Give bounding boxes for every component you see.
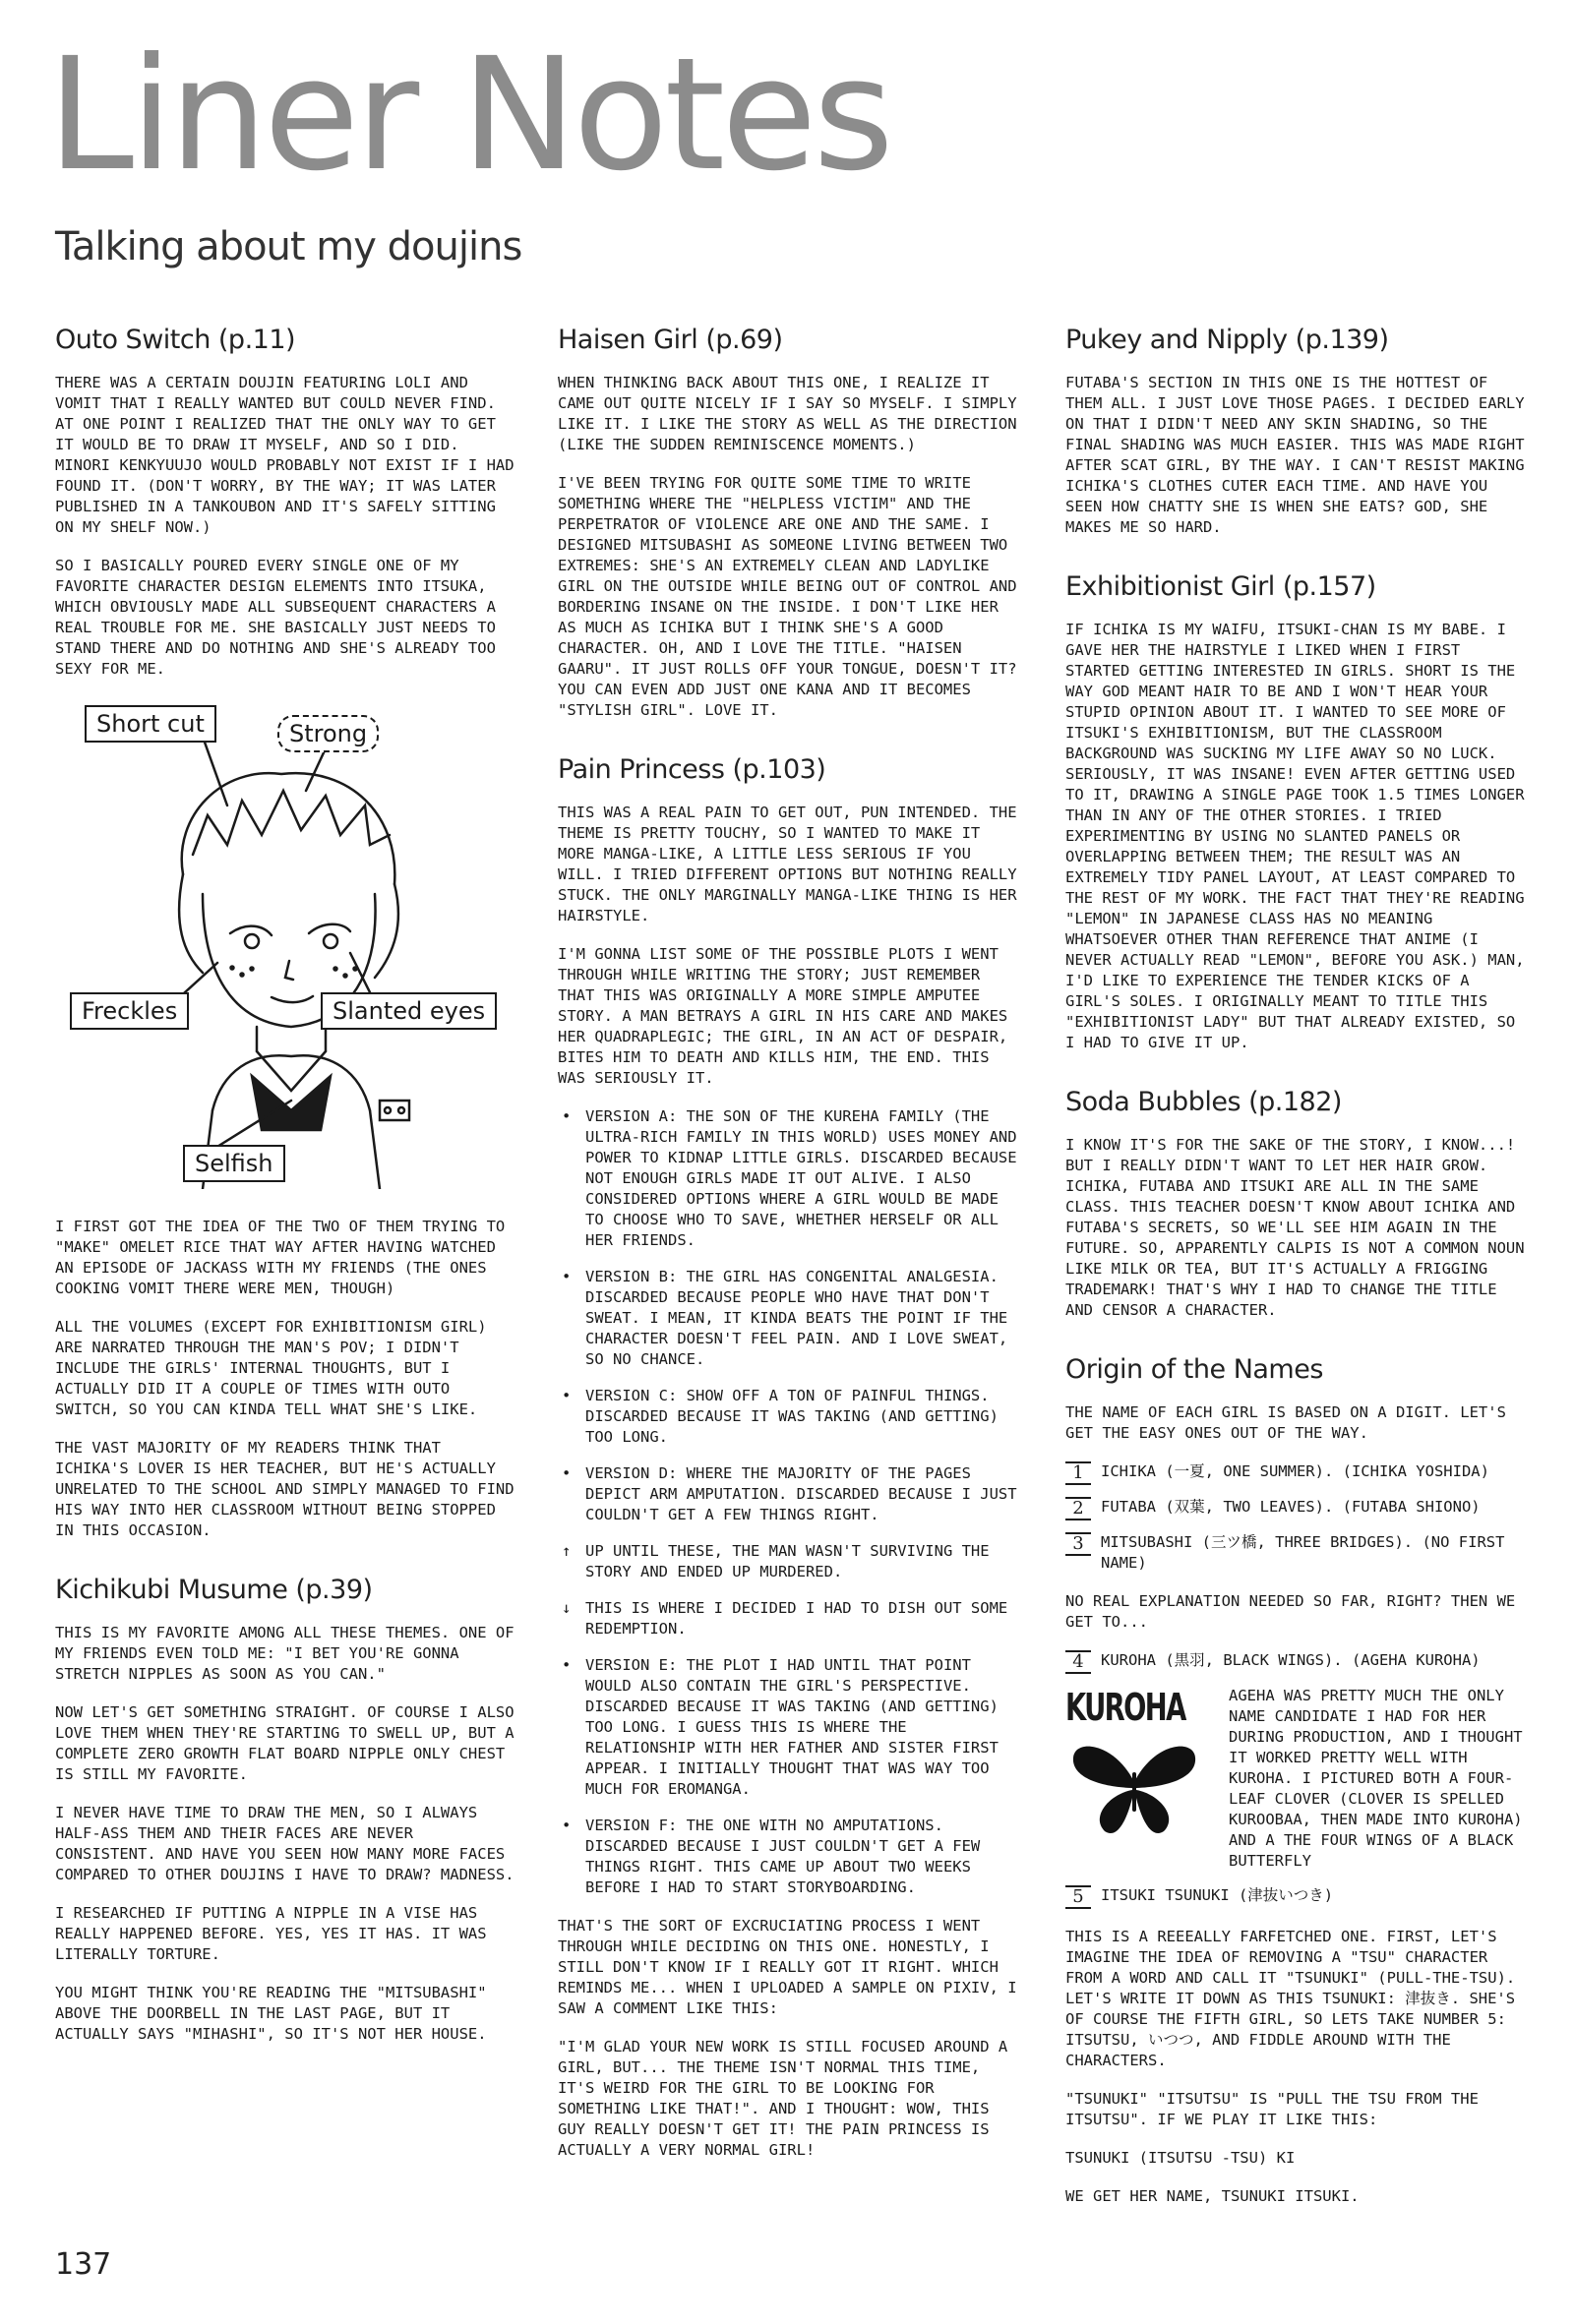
name-origin-text: MITSUBASHI (三ツ橋, THREE BRIDGES). (NO FIRST NAME)	[1101, 1533, 1505, 1572]
digit-badge: 3	[1065, 1532, 1091, 1556]
arrow-up-icon: ↑	[562, 1542, 572, 1560]
section-kichikubi-musume	[55, 1575, 517, 2045]
paragraph: "I'M GLAD YOUR NEW WORK IS STILL FOCUSED AROUND A GIRL, BUT... THE THEME ISN'T NORMAL THIS TIME, IT'S WEIRD FOR THE GIRL TO BE LOOKING FOR SOMETHING LIKE THAT!". AND I THOUGHT: WOW, THIS GUY REALLY DOESN'T GET IT! THE PAIN PRINCESS IS ACTUALLY A VERY NORMAL GIRL!	[558, 2038, 1008, 2159]
paragraph: IF ICHIKA IS MY WAIFU, ITSUKI-CHAN IS MY BABE. I GAVE HER THE HAIRSTYLE I LIKED WHEN I FIRST STARTED GETTING INTERESTED IN GIRLS. SHORT IS THE WAY GOD MEANT HAIR TO BE AND I WON'T HEAR YOUR STUPID OPINION ABOUT IT. I WANTED TO SEE MORE OF ITSUKI'S EXHIBITIONISM, BUT THE CLASSROOM BACKGROUND WAS SUCKING MY LIFE AWAY SO NO LUCK. SERIOUSLY, IT WAS INSANE! EVEN AFTER GETTING USED TO IT, DRAWING A SINGLE PAGE TOOK 1.5 TIMES LONGER THAN IN ANY OF THE OTHER STORIES. I TRIED EXPERIMENTING BY USING NO SLANTED PANELS OR OVERLAPPING BETWEEN THEM; THE RESULT WAS AN EXTREMELY TIDY PANEL LAYOUT, AT LEAST COMPARED TO THE REST OF MY WORK. THE FACT THAT THEY'RE READING "LEMON" IN JAPANESE CLASS HAS NO MEANING WHATSOEVER OTHER THAN REFERENCE THAT ANIME (I NEVER ACTUALLY READ "LEMON", BEFORE YOU ASK.) MAN, I'D LIKE TO EXPERIENCE THE TENDER KICKS OF A GIRL'S SOLES. I ORIGINALLY MEANT TO TITLE THIS "EXHIBITIONIST LADY" BUT THAT ALREADY EXISTED, SO I HAD TO GIVE IT UP.	[1065, 621, 1525, 1051]
section-heading: Soda Bubbles (p.182)	[1065, 1087, 1342, 1117]
name-row-1	[1065, 1461, 1528, 1485]
paragraph: I RESEARCHED IF PUTTING A NIPPLE IN A VISE HAS REALLY HAPPENED BEFORE. YES, YES IT HAS. IT WAS LITERALLY TORTURE.	[55, 1904, 487, 1963]
paragraph: THIS WAS A REAL PAIN TO GET OUT, PUN INTENDED. THE THEME IS PRETTY TOUCHY, SO I WANTED TO MAKE IT MORE MANGA-LIKE, A LITTLE LESS SERIOUS IF YOU WILL. I TRIED DIFFERENT OPTIONS BUT NOTHING REALLY STUCK. THE ONLY MARGINALLY MANGA-LIKE THING IS HER HAIRSTYLE.	[558, 804, 1017, 924]
paragraph: WHEN THINKING BACK ABOUT THIS ONE, I REALIZE IT CAME OUT QUITE NICELY IF I SAY SO MYSELF. I SIMPLY LIKE IT. I LIKE THE STORY AS WELL AS THE DIRECTION (LIKE THE SUDDEN REMINISCENCE MOMENTS.)	[558, 374, 1017, 453]
list-item	[558, 1106, 1020, 1251]
section-exhibitionist-girl	[1065, 571, 1528, 1053]
name-origin-text: ICHIKA (一夏, ONE SUMMER). (ICHIKA YOSHIDA)	[1101, 1462, 1489, 1480]
name-origin-text: FUTABA (双葉, TWO LEAVES). (FUTABA SHIONO)	[1101, 1498, 1481, 1516]
sketch-drawing	[55, 697, 517, 1189]
list-item-text: VERSION E: THE PLOT I HAD UNTIL THAT POINT WOULD ALSO CONTAIN THE GIRL'S PERSPECTIVE. DISCARDED BECAUSE IT WAS TAKING (AND GETTING) TOO LONG. I GUESS THIS IS WHERE THE RELATIONSHIP WITH HER FATHER AND SISTER FIRST APPEAR. I INITIALLY THOUGHT THAT WAS WAY TOO MUCH FOR EROMANGA.	[585, 1656, 999, 1798]
paragraph: THE VAST MAJORITY OF MY READERS THINK THAT ICHIKA'S LOVER IS HER TEACHER, BUT HE'S ACTUALLY UNRELATED TO THE SCHOOL AND SIMPLY MANAGED TO FIND HIS WAY INTO HER CLASSROOM WITHOUT BEING STOPPED IN THIS OCCASION.	[55, 1439, 515, 1539]
list-item	[558, 1541, 1020, 1582]
list-item-text: VERSION C: SHOW OFF A TON OF PAINFUL THINGS. DISCARDED BECAUSE IT WAS TAKING (AND GETTING) TOO LONG.	[585, 1387, 999, 1446]
paragraph: THERE WAS A CERTAIN DOUJIN FEATURING LOLI AND VOMIT THAT I REALLY WANTED BUT COULD NEVER FIND. AT ONE POINT I REALIZED THAT THE ONLY WAY TO GET IT WOULD BE TO DRAW IT MYSELF, AND SO I DID. MINORI KENKYUUJO WOULD PROBABLY NOT EXIST IF I HAD FOUND IT. (DON'T WORRY, BY THE WAY; IT WAS LATER PUBLISHED IN A TANKOUBON AND IT'S SAFELY SITTING ON MY SHELF NOW.)	[55, 374, 515, 536]
paragraph: WE GET HER NAME, TSUNUKI ITSUKI.	[1065, 2187, 1360, 2205]
section-heading: Kichikubi Musume (p.39)	[55, 1575, 373, 1605]
section-heading: Pain Princess (p.103)	[558, 754, 826, 785]
section-heading: Haisen Girl (p.69)	[558, 325, 783, 355]
list-item-text: VERSION F: THE ONE WITH NO AMPUTATIONS. DISCARDED BECAUSE I JUST COULDN'T GET A FEW THINGS RIGHT. THIS CAME UP ABOUT TWO WEEKS BEFORE I HAD TO START STORYBOARDING.	[585, 1817, 981, 1896]
name-origin-text: KUROHA (黒羽, BLACK WINGS). (AGEHA KUROHA)	[1101, 1651, 1481, 1669]
callout-selfish: Selfish	[183, 1145, 285, 1182]
list-item	[558, 1655, 1020, 1800]
callout-short-cut: Short cut	[85, 705, 216, 743]
name-row-4	[1065, 1650, 1528, 1674]
version-list	[558, 1106, 1020, 1898]
kuroha-logo: KUROHA	[1065, 1686, 1185, 1729]
paragraph: NO REAL EXPLANATION NEEDED SO FAR, RIGHT? THEN WE GET TO...	[1065, 1592, 1516, 1631]
paragraph: TSUNUKI (ITSUTSU -TSU) KI	[1065, 2149, 1296, 2167]
section-pain-princess	[558, 754, 1020, 2161]
paragraph: I'VE BEEN TRYING FOR QUITE SOME TIME TO WRITE SOMETHING WHERE THE "HELPLESS VICTIM" AND THE PERPETRATOR OF VIOLENCE ARE ONE AND THE SAME. I DESIGNED MITSUBASHI AS SOMEONE LIVING BETWEEN TWO EXTREMES: SHE'S AN EXTREMELY CLEAN AND LADYLIKE GIRL ON THE OUTSIDE WHILE BEING OUT OF CONTROL AND BORDERING INSANE ON THE INSIDE. I DON'T LIKE HER AS MUCH AS ICHIKA BUT I THINK SHE'S A GOOD CHARACTER. OH, AND I LOVE THE TITLE. "HAISEN GAARU". IT JUST ROLLS OFF YOUR TONGUE, DOESN'T IT? YOU CAN EVEN ADD JUST ONE KANA AND IT BECOMES "STYLISH GIRL". LOVE IT.	[558, 474, 1017, 719]
column-middle	[558, 325, 1020, 2194]
list-item	[558, 1598, 1020, 1639]
callout-strong: Strong	[277, 715, 379, 752]
name-origin-text: ITSUKI TSUNUKI (津抜いつき)	[1101, 1886, 1334, 1904]
character-sketch	[55, 697, 517, 1189]
list-item-text: THIS IS WHERE I DECIDED I HAD TO DISH OUT SOME REDEMPTION.	[585, 1599, 1008, 1638]
paragraph: THAT'S THE SORT OF EXCRUCIATING PROCESS I WENT THROUGH WHILE DECIDING ON THIS ONE. HONESTLY, I STILL DON'T KNOW IF I REALLY GOT IT RIGHT. WHICH REMINDS ME... WHEN I UPLOADED A SAMPLE ON PIXIV, I SAW A COMMENT LIKE THIS:	[558, 1917, 1017, 2017]
paragraph: THE NAME OF EACH GIRL IS BASED ON A DIGIT. LET'S GET THE EASY ONES OUT OF THE WAY.	[1065, 1403, 1506, 1442]
kuroha-block	[1065, 1686, 1528, 1872]
list-item	[558, 1386, 1020, 1448]
paragraph: I FIRST GOT THE IDEA OF THE TWO OF THEM TRYING TO "MAKE" OMELET RICE THAT WAY AFTER HAVING WATCHED AN EPISODE OF JACKASS WITH MY FRIENDS (THE ONES COOKING VOMIT THERE WERE MEN, THOUGH)	[55, 1218, 506, 1297]
section-haisen-girl	[558, 325, 1020, 721]
callout-slanted-eyes: Slanted eyes	[321, 992, 497, 1030]
list-item-text: VERSION B: THE GIRL HAS CONGENITAL ANALGESIA. DISCARDED BECAUSE PEOPLE WHO HAVE THAT DON'T SWEAT. I MEAN, IT KINDA BEATS THE POINT IF THE CHARACTER DOESN'T FEEL PAIN. AND I LOVE SWEAT, SO NO CHANCE.	[585, 1268, 1008, 1368]
list-item	[558, 1816, 1020, 1898]
digit-badge: 2	[1065, 1497, 1091, 1520]
section-heading: Exhibitionist Girl (p.157)	[1065, 571, 1376, 602]
name-row-2	[1065, 1497, 1528, 1520]
section-soda-bubbles	[1065, 1087, 1528, 1321]
page-subtitle: Talking about my doujins	[55, 224, 522, 269]
arrow-down-icon: ↓	[562, 1599, 572, 1617]
section-origin-of-names	[1065, 1354, 1528, 2207]
section-heading: Pukey and Nipply (p.139)	[1065, 325, 1389, 355]
bullet-icon: •	[562, 1268, 572, 1285]
digit-badge: 5	[1065, 1885, 1091, 1909]
digit-badge: 1	[1065, 1461, 1091, 1485]
page-number: 137	[55, 2247, 112, 2282]
list-item	[558, 1267, 1020, 1370]
paragraph: "TSUNUKI" "ITSUTSU" IS "PULL THE TSU FROM THE ITSUTSU". IF WE PLAY IT LIKE THIS:	[1065, 2090, 1479, 2128]
bullet-icon: •	[562, 1464, 572, 1482]
paragraph: I'M GONNA LIST SOME OF THE POSSIBLE PLOTS I WENT THROUGH WHILE WRITING THE STORY; JUST REMEMBER THAT THIS WAS ORIGINALLY A MORE SIMPLE AMPUTEE STORY. A MAN BETRAYS A GIRL IN HIS CARE AND MAKES HER QUADRAPLEGIC; THE GIRL, IN AN ACT OF DESPAIR, BITES HIM TO DEATH AND KILLS HIM, THE END. THIS WAS SERIOUSLY IT.	[558, 945, 1008, 1087]
page-title: Liner Notes	[47, 25, 890, 206]
paragraph: NOW LET'S GET SOMETHING STRAIGHT. OF COURSE I ALSO LOVE THEM WHEN THEY'RE STARTING TO SWELL UP, BUT A COMPLETE ZERO GROWTH FLAT BOARD NIPPLE ONLY CHEST IS STILL MY FAVORITE.	[55, 1703, 515, 1783]
paragraph: I KNOW IT'S FOR THE SAKE OF THE STORY, I KNOW...! BUT I REALLY DIDN'T WANT TO LET HER HAIR GROW. ICHIKA, FUTABA AND ITSUKI ARE ALL IN THE SAME CLASS. THIS TEACHER DOESN'T KNOW ABOUT ICHIKA AND FUTABA'S SECRETS, SO WE'LL SEE HIM AGAIN IN THE FUTURE. SO, APPARENTLY CALPIS IS NOT A COMMON NOUN LIKE MILK OR TEA, BUT IT'S ACTUALLY A FRIGGING TRADEMARK! THAT'S WHY I HAD TO CHANGE THE TITLE AND CENSOR A CHARACTER.	[1065, 1136, 1525, 1319]
list-item-text: VERSION D: WHERE THE MAJORITY OF THE PAGES DEPICT ARM AMPUTATION. DISCARDED BECAUSE I JUST COULDN'T GET A FEW THINGS RIGHT.	[585, 1464, 1017, 1523]
digit-badge: 4	[1065, 1650, 1091, 1674]
list-item-text: VERSION A: THE SON OF THE KUREHA FAMILY (THE ULTRA-RICH FAMILY IN THIS WORLD) USES MONEY AND POWER TO KIDNAP LITTLE GIRLS. DISCARDED BECAUSE NOT ENOUGH GIRLS MADE IT OUT ALIVE. I ALSO CONSIDERED OPTIONS WHERE A GIRL WOULD BE MADE TO CHOOSE WHO TO SAVE, WHETHER HERSELF OR ALL HER FRIENDS.	[585, 1107, 1017, 1249]
callout-freckles: Freckles	[70, 992, 189, 1030]
paragraph: FUTABA'S SECTION IN THIS ONE IS THE HOTTEST OF THEM ALL. I JUST LOVE THOSE PAGES. I DECIDED EARLY ON THAT I DIDN'T NEED ANY SKIN SHADING, SO THE FINAL SHADING WAS MUCH EASIER. THIS WAS MADE RIGHT AFTER SCAT GIRL, BY THE WAY. I CAN'T RESIST MAKING ICHIKA'S CLOTHES CUTER EACH TIME. AND HAVE YOU SEEN HOW CHATTY SHE IS WHEN SHE EATS? GOD, SHE MAKES ME SO HARD.	[1065, 374, 1525, 536]
column-right	[1065, 325, 1528, 2240]
paragraph: I NEVER HAVE TIME TO DRAW THE MEN, SO I ALWAYS HALF-ASS THEM AND THEIR FACES ARE NEVER CONSISTENT. AND HAVE YOU SEEN HOW MANY MORE FACES COMPARED TO OTHER DOUJINS I HAVE TO DRAW? MADNESS.	[55, 1804, 515, 1883]
bullet-icon: •	[562, 1656, 572, 1674]
section-outo-switch	[55, 325, 517, 1541]
paragraph: ALL THE VOLUMES (EXCEPT FOR EXHIBITIONISM GIRL) ARE NARRATED THROUGH THE MAN'S POV; I DIDN'T INCLUDE THE GIRLS' INTERNAL THOUGHTS, BUT I ACTUALLY DID IT A COUPLE OF TIMES WITH OUTO SWITCH, SO YOU CAN KINDA TELL WHAT SHE'S LIKE.	[55, 1318, 487, 1418]
list-item	[558, 1463, 1020, 1525]
paragraph: THIS IS A REEEALLY FARFETCHED ONE. FIRST, LET'S IMAGINE THE IDEA OF REMOVING A "TSU" CHARACTER FROM A WORD AND CALL IT "TSUNUKI" (PULL-THE-TSU). LET'S WRITE IT DOWN AS THIS TSUNUKI: 津抜き. SHE'S OF COURSE THE FIFTH GIRL, SO LETS TAKE NUMBER 5: ITSUTSU, いつつ, AND FIDDLE AROUND WITH THE CHARACTERS.	[1065, 1928, 1516, 2069]
paragraph: SO I BASICALLY POURED EVERY SINGLE ONE OF MY FAVORITE CHARACTER DESIGN ELEMENTS INTO ITSUKA, WHICH OBVIOUSLY MADE ALL SUBSEQUENT CHARACTERS A REAL TROUBLE FOR ME. SHE BASICALLY JUST NEEDS TO STAND THERE AND DO NOTHING AND SHE'S ALREADY TOO SEXY FOR ME.	[55, 557, 496, 678]
name-row-5	[1065, 1885, 1528, 1909]
paragraph: AGEHA WAS PRETTY MUCH THE ONLY NAME CANDIDATE I HAD FOR HER DURING PRODUCTION, AND I THOUGHT IT WORKED PRETTY WELL WITH KUROHA. I PICTURED BOTH A FOUR-LEAF CLOVER (CLOVER IS SPELLED KUROOBAA, THEN MADE INTO KUROHA) AND A THE FOUR WINGS OF A BLACK BUTTERFLY	[1229, 1687, 1523, 1870]
section-heading: Origin of the Names	[1065, 1354, 1323, 1385]
bullet-icon: •	[562, 1107, 572, 1125]
bullet-icon: •	[562, 1817, 572, 1834]
butterfly-icon	[1065, 1733, 1203, 1841]
name-row-3	[1065, 1532, 1528, 1574]
paragraph: THIS IS MY FAVORITE AMONG ALL THESE THEMES. ONE OF MY FRIENDS EVEN TOLD ME: "I BET YOU'RE GONNA STRETCH NIPPLES AS SOON AS YOU CAN."	[55, 1624, 515, 1683]
section-pukey-and-nipply	[1065, 325, 1528, 538]
section-heading: Outo Switch (p.11)	[55, 325, 296, 355]
bullet-icon: •	[562, 1387, 572, 1404]
paragraph: YOU MIGHT THINK YOU'RE READING THE "MITSUBASHI" ABOVE THE DOORBELL IN THE LAST PAGE, BUT IT ACTUALLY SAYS "MIHASHI", SO IT'S NOT HER HOUSE.	[55, 1984, 487, 2043]
column-left	[55, 325, 517, 2078]
list-item-text: UP UNTIL THESE, THE MAN WASN'T SURVIVING THE STORY AND ENDED UP MURDERED.	[585, 1542, 990, 1580]
kuroha-art	[1065, 1686, 1213, 1872]
